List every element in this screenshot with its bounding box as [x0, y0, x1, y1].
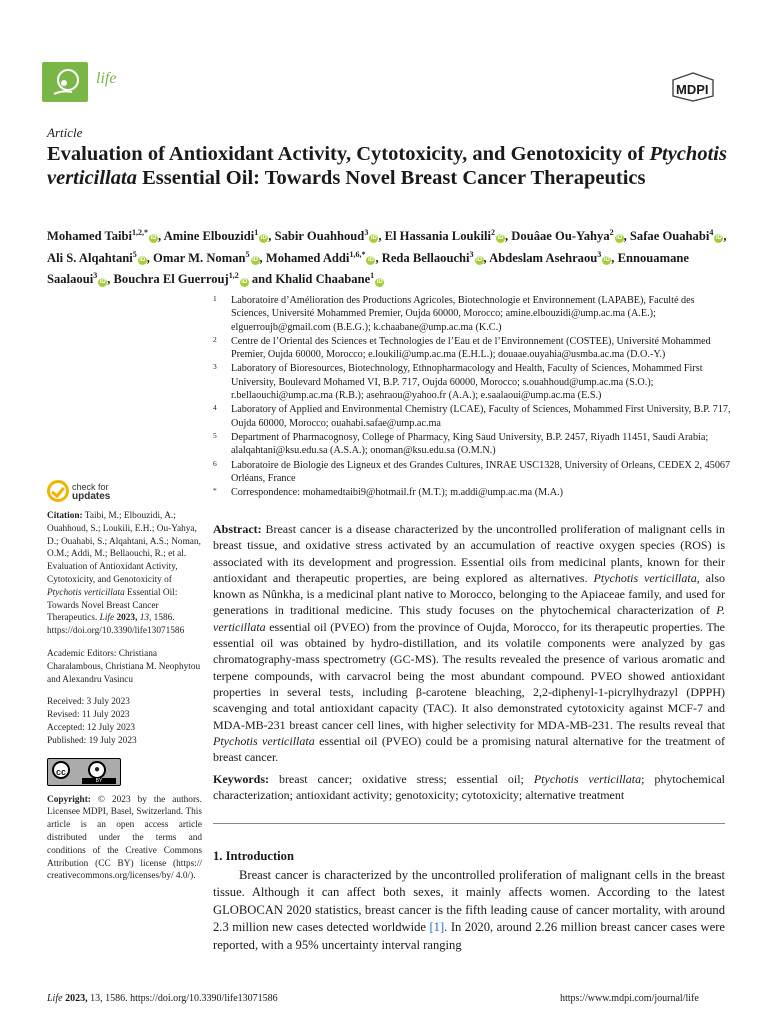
orcid-icon[interactable]: iD — [241, 278, 248, 285]
citation-link[interactable]: [1] — [429, 920, 445, 935]
affiliation-text: Correspondence: mohamedtaibi9@hotmail.fr (M.T.); m.addi@ump.ac.ma (M.A.) — [231, 487, 564, 499]
title-species: Ptychotis verticillata — [47, 143, 727, 189]
received-date: Received: 3 July 2023 — [47, 697, 130, 708]
affiliation-text: Centre de l’Oriental des Sciences et Technologies de l’Eau et de l’Environnement (COSTEE), Université Mohammed Premier, Oujda 60000, Morocco; e.loukili@ump.ac.ma (E.H.L.); douaae.ouyahia@usmba.ac.ma (D.O.-Y.) — [231, 335, 711, 361]
author[interactable]: Khalid Chaabane — [275, 272, 371, 287]
orcid-icon[interactable]: iD — [497, 235, 504, 242]
journal-logo-icon — [42, 62, 88, 102]
affiliation-item — [213, 403, 733, 430]
orcid-icon[interactable]: iD — [715, 235, 722, 242]
orcid-icon[interactable]: iD — [367, 256, 374, 263]
citation-doi-link[interactable]: 1586. https://doi.org/10.3390/life13071586 — [47, 613, 185, 637]
check-updates-icon — [47, 480, 69, 502]
author[interactable]: Sabir Ouahhoud — [274, 229, 365, 244]
author[interactable]: El Hassania Loukili — [384, 229, 491, 244]
intro-paragraph: Breast cancer is characterized by the uncontrolled proliferation of malignant cells in the breast tissue. Although it can affect both sexes, it mainly affects women. According to the latest GLOBOCAN 2020 statistics, breast cancer is the fifth leading cause of cancer mortality, with around 2.3 million new cases detected worldwide [1]. In 2020, around 2.26 million breast cancer cases were reported, with a 95% uncertainty interval ranging — [213, 868, 725, 952]
affiliation-text: Laboratoire de Biologie des Ligneux et des Grandes Cultures, INRAE USC1328, University of Orleans, CEDEX 2, 45067 Orléans, France — [231, 459, 731, 484]
affiliation-item — [213, 431, 733, 458]
orcid-icon[interactable]: iD — [150, 235, 157, 242]
affiliation-text: Laboratory of Applied and Environmental Chemistry (LCAE), Faculty of Sciences, Mohammed First University, B.P. 717, Oujda 60000, Morocco; ouahabi.safae@ump.ac.ma — [231, 404, 731, 429]
affiliation-number: * — [213, 486, 217, 496]
author[interactable]: Reda Bellaouchi — [381, 250, 470, 265]
accepted-date: Accepted: 12 July 2023 — [47, 722, 136, 733]
section-heading: 1. Introduction — [213, 849, 294, 863]
affiliation-number: 3 — [213, 362, 217, 372]
author-affiliation-number: 5 — [245, 249, 250, 259]
author[interactable]: Ali S. Alqahtani — [47, 250, 133, 265]
copyright: Copyright: © 2023 by the authors. Licensee MDPI, Basel, Switzerland. This article is an open access article distributed under the terms and conditions of the Creative Commons Attribution (CC BY) license (https:// creativecommons.org/licenses/by/ 4.0/). — [47, 794, 202, 882]
cc-icon: cc — [52, 761, 70, 779]
author[interactable]: Mohamed Addi — [265, 250, 350, 265]
citation: Citation: Taibi, M.; Elbouzidi, A.; Ouahhoud, S.; Loukili, E.H.; Ou-Yahya, D.; Ouahabi, S.; Alqahtani, A.S.; Noman, O.M.; Addi, M.; Bellaouchi, R.; et al. Evaluation of Antioxidant Activity, Cytotoxicity, and Genotoxicity of Ptychotis verticillata Essential Oil: Towards Novel Breast Cancer Therapeutics. Life 2023, 13, 1586. https://doi.org/10.3390/life13071586 — [47, 511, 201, 637]
author-affiliation-number: 2 — [491, 228, 495, 237]
cc-license-badge[interactable]: cc ● BY — [47, 758, 121, 786]
orcid-icon[interactable]: iD — [603, 256, 610, 263]
affiliation-text: Laboratory of Bioresources, Biotechnology, Ethnopharmacology and Health, Faculty of Sciences, Mohammed First University, Boulevard Mohamed VI, B.P. 717, Oujda 60000, Morocco; s.ouahhoud@ump.ac.ma (S.O.); r.bellaouchi@ump.ac.ma (R.B.); asehraou@yahoo.fr (A.A.); e.saalaoui@ump.ac.ma (E.S.) — [231, 363, 703, 402]
affiliations — [213, 294, 733, 500]
author[interactable]: Amine Elbouzidi — [163, 229, 255, 244]
revised-date: Revised: 11 July 2023 — [47, 710, 130, 721]
affiliation-item — [213, 294, 733, 334]
author-affiliation-number: 1,2,* — [132, 228, 149, 237]
journal-name: life — [96, 70, 117, 87]
abstract: Abstract: Breast cancer is a disease characterized by the uncontrolled proliferation of malignant cells in breast tissue, and oxidative stress activated by an accumulation of reactive oxygen species (ROS) is associated with its development and progression. Essential oils from medicinal plants, known for their antioxidant and therapeutic properties, are being explored as alternatives. Ptychotis verticillata, also known as Nûnkha, is a medicinal plant native to Morocco, belonging to the Apiaceae family, and used for generations in traditional medicine. This study focuses on the phytochemical characterization of P. verticillata essential oil (PVEO) from the province of Oujda, Morocco, for its therapeutic properties. The essential oil was obtained by hydro-distillation, and its volatile components were analyzed by gas chromatography-mass spectrometry (GC-MS). The results revealed the presence of various aromatic and terpene compounds, with carvacrol being the most abundant compound. PVEO showed antioxidant properties in several tests, including β-carotene bleaching, 2,2-diphenyl-1-picrylhydrazyl (DPPH) scavenging and total antioxidant capacity (TAC). It also demonstrated cytotoxicity against MCF-7 and MDA-MB-231 breast cancer cell lines, with higher selectivity for MDA-MB-231. The results reveal that Ptychotis verticillata essential oil (PVEO) could be a promising natural alternative for the treatment of breast cancer. — [213, 522, 726, 765]
orcid-icon[interactable]: iD — [616, 235, 623, 242]
article-type: Article — [47, 125, 83, 140]
sidebar — [47, 510, 202, 883]
orcid-icon[interactable]: iD — [139, 256, 146, 263]
affiliation-item — [213, 459, 733, 486]
author-affiliation-number: 4 — [709, 228, 714, 237]
author-affiliation-number: 3 — [469, 249, 474, 259]
dates — [47, 696, 202, 747]
author[interactable]: Omar M. Noman — [153, 250, 246, 265]
section-divider — [213, 823, 725, 824]
orcid-icon[interactable]: iD — [370, 235, 377, 242]
check-for-updates-button[interactable]: check for updates — [47, 480, 127, 508]
published-date: Published: 19 July 2023 — [47, 735, 137, 746]
author-affiliation-number: 1,6,* — [349, 249, 366, 259]
footer-citation: Life 2023, 13, 1586. https://doi.org/10.3390/life13071586 — [47, 993, 278, 1004]
orcid-icon[interactable]: iD — [260, 235, 267, 242]
author-list: Mohamed Taibi$^{1,2,*}$iD , Amine Elbouzidi$^1$iD , Sabir Ouahhoud$^3$iD , El Hassania Loukili$^2$iD , Douâae Ou-Yahya$^2$iD , Safae Ouahabi$^4$iD , Ali S. Alqahtani$^5$iD , Omar M. Noman$^5$iD , Mohamed Addi$^{1,6,*}$iD , Reda Bellaouchi$^3$iD , Abdeslam Asehraou$^3$iD , Ennouamane Saalaoui$^3$iD , Bouchra El Guerrouj$^{1,2}$iD and Khalid Chaabane$^1$iD — [47, 228, 727, 287]
orcid-icon[interactable]: iD — [376, 278, 383, 285]
orcid-icon[interactable]: iD — [99, 278, 106, 285]
author[interactable]: Safae Ouahabi — [629, 229, 710, 244]
affiliation-item — [213, 486, 733, 499]
academic-editors: Academic Editors: Christiana Charalambous, Christiana M. Neophytou and Alexandru Vasincu — [47, 648, 201, 685]
author-affiliation-number: 3 — [93, 271, 98, 281]
affiliation-item — [213, 362, 733, 402]
keywords: Keywords: breast cancer; oxidative stress; essential oil; Ptychotis verticillata; phytochemical characterization; antioxidant activity; genotoxicity; cytotoxicity; alternative treatment — [213, 772, 725, 803]
affiliation-number: 6 — [213, 458, 217, 468]
publisher-name: MDPI — [676, 82, 709, 97]
author-affiliation-number: 1 — [254, 228, 259, 237]
affiliation-number: 1 — [213, 294, 217, 303]
affiliation-number: 5 — [213, 430, 217, 440]
author-affiliation-number: 5 — [132, 249, 137, 259]
author[interactable]: Abdeslam Asehraou — [489, 250, 598, 265]
author[interactable]: Ennouamane Saalaoui — [47, 250, 689, 287]
author-affiliation-number: 1,2 — [228, 271, 239, 281]
author-affiliation-number: 1 — [370, 271, 375, 281]
article-title: Evaluation of Antioxidant Activity, Cytotoxicity, and Genotoxicity of Ptychotis verticillata Essential Oil: Towards Novel Breast Cancer Therapeutics — [47, 143, 727, 189]
author[interactable]: Mohamed Taibi — [47, 229, 133, 244]
affiliation-number: 2 — [213, 334, 217, 344]
author-affiliation-number: 3 — [364, 228, 369, 237]
affiliation-number: 4 — [213, 403, 217, 413]
author[interactable]: Douâae Ou-Yahya — [511, 229, 610, 244]
affiliation-text: Department of Pharmacognosy, College of Pharmacy, King Saud University, B.P. 2457, Riyadh 11451, Saudi Arabia; alalqahtani@ksu.edu.sa (A.S.A.); onoman@ksu.edu.sa (O.M.N.) — [231, 431, 709, 457]
affiliation-text: Laboratoire d’Amélioration des Productions Agricoles, Biotechnologie et Environnement (LAPABE), Faculté des Sciences, Université Mohammed Premier, Oujda 60000, Morocco; amine.elbouzidi@ump.ac.ma (A.E.); elguerroujb@gmail.com (B.E.G.); k.chaabane@ump.ac.ma (K.C.) — [231, 295, 695, 333]
orcid-icon[interactable]: iD — [252, 256, 259, 263]
orcid-icon[interactable]: iD — [476, 256, 483, 263]
attribution-icon: ● — [88, 761, 106, 779]
author-affiliation-number: 3 — [597, 249, 602, 259]
author-affiliation-number: 2 — [609, 228, 614, 237]
footer-journal-link[interactable]: https://www.mdpi.com/journal/life — [560, 993, 699, 1004]
author[interactable]: Bouchra El Guerrouj — [113, 272, 229, 287]
affiliation-item — [213, 335, 733, 362]
